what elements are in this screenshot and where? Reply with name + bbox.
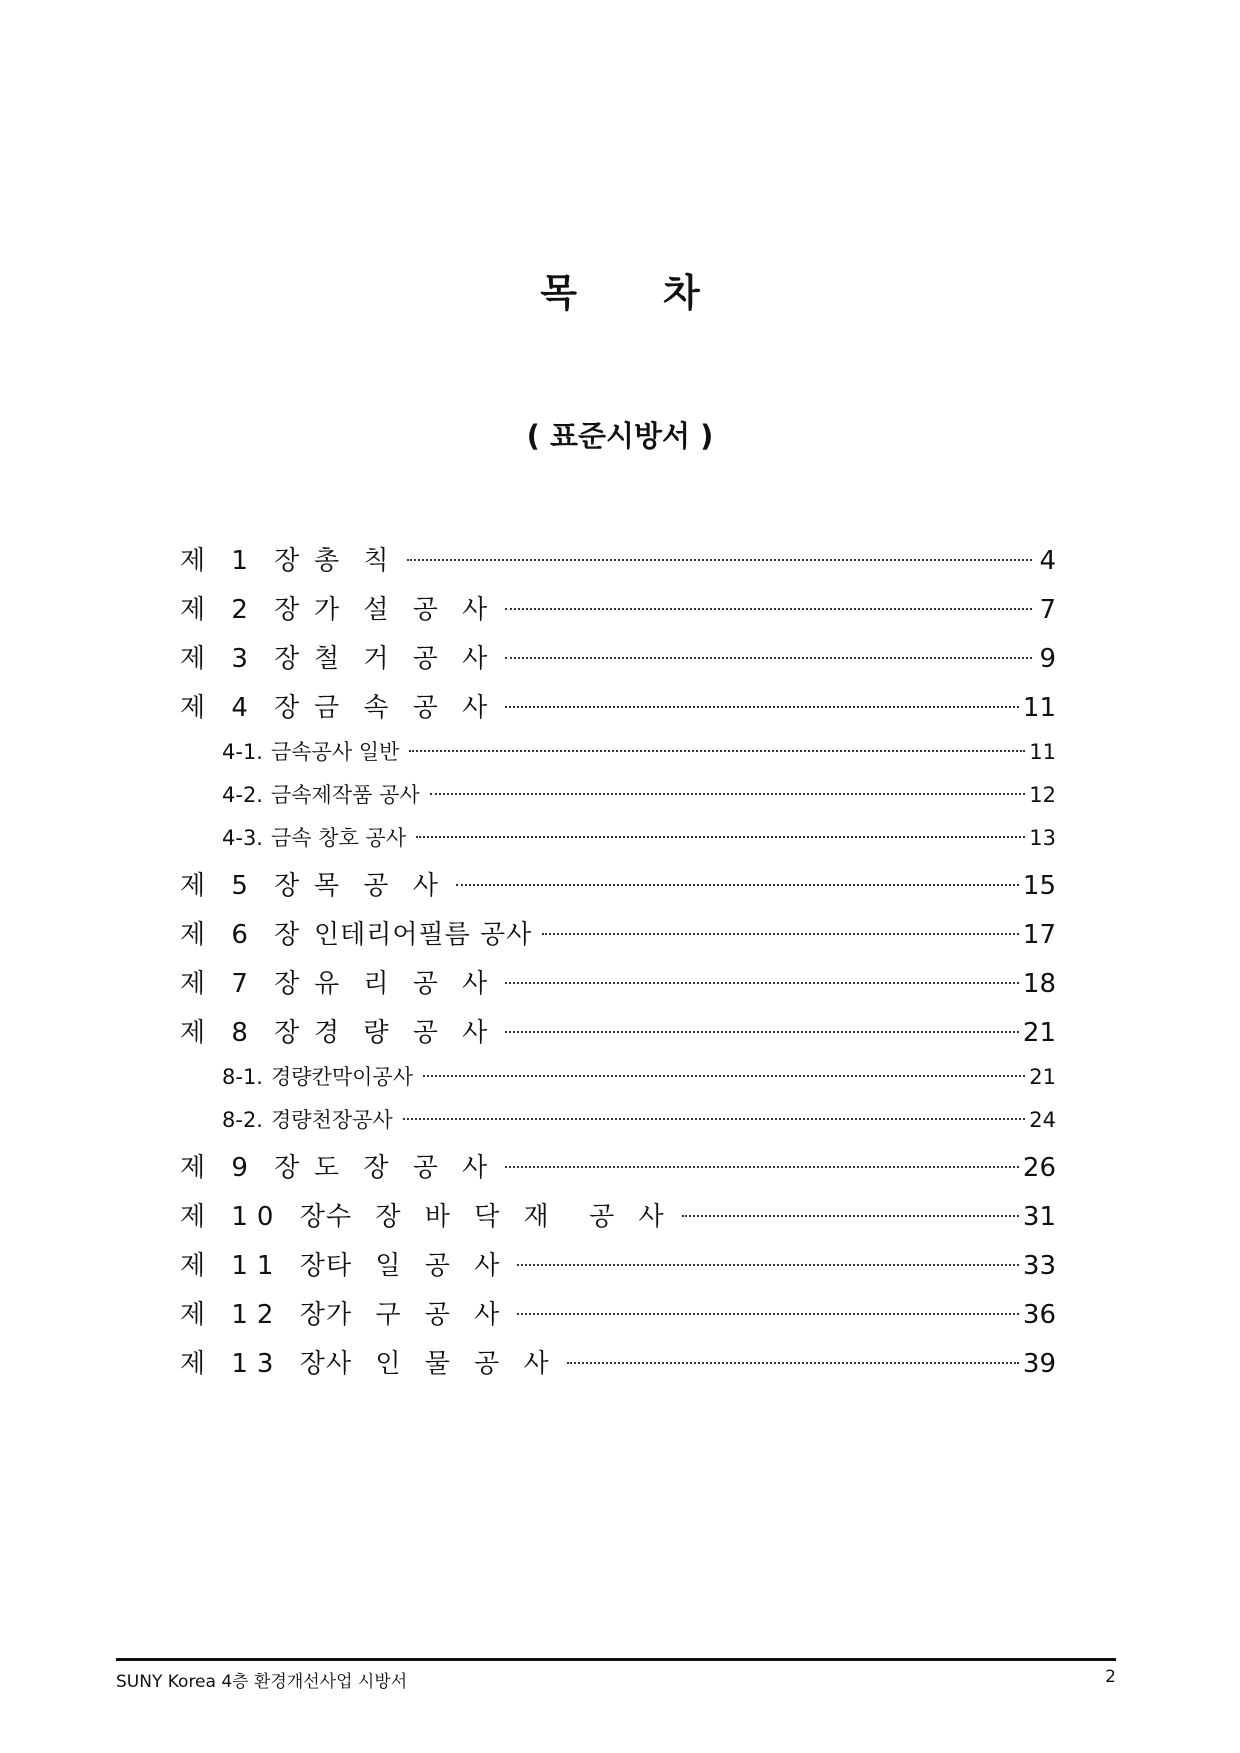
toc-entry-chapter-6[interactable] bbox=[180, 914, 1056, 963]
toc-entry-chapter-2[interactable] bbox=[180, 589, 1056, 638]
toc-entry-page: 24 bbox=[1029, 1108, 1056, 1132]
toc-entry-number: 제 3 장 bbox=[180, 644, 309, 674]
toc-entry-number: 제 1 장 bbox=[180, 546, 309, 576]
toc-entry-number: 4-2. bbox=[222, 783, 263, 807]
toc-entry-number: 4-1. bbox=[222, 740, 263, 764]
toc-entry-number: 제 10 장 bbox=[180, 1202, 334, 1232]
toc-entry-chapter-3[interactable] bbox=[180, 638, 1056, 687]
toc-entry-chapter-13[interactable] bbox=[180, 1343, 1056, 1392]
toc-entry-page: 33 bbox=[1022, 1251, 1056, 1281]
toc-entry-number: 제 13 장 bbox=[180, 1349, 334, 1379]
toc-entry-page: 13 bbox=[1029, 826, 1056, 850]
dot-leader bbox=[430, 781, 1026, 802]
page-title-part2: 차 bbox=[663, 271, 700, 315]
toc-entry-title: 유 리 공 사 bbox=[314, 969, 496, 999]
toc-entry-page: 11 bbox=[1022, 693, 1056, 723]
toc-entry-number: 제 7 장 bbox=[180, 969, 309, 999]
page-subtitle: ( 표준시방서 ) bbox=[526, 419, 714, 453]
toc-entry-title: 금속제작품 공사 bbox=[270, 783, 420, 807]
toc-entry-page: 26 bbox=[1022, 1153, 1056, 1183]
toc-entry-chapter-1[interactable] bbox=[180, 540, 1056, 589]
toc-entry-number: 제 2 장 bbox=[180, 595, 309, 625]
dot-leader bbox=[505, 592, 1032, 618]
dot-leader bbox=[505, 690, 1019, 716]
toc-entry-number: 제 8 장 bbox=[180, 1018, 309, 1048]
toc-entry-title: 철 거 공 사 bbox=[314, 644, 496, 674]
dot-leader bbox=[409, 738, 1025, 759]
toc-entry-title: 인테리어필름 공사 bbox=[314, 920, 533, 950]
toc-entry-number: 8-1. bbox=[222, 1065, 263, 1089]
toc-entry-chapter-11[interactable] bbox=[180, 1245, 1056, 1294]
toc-entry-chapter-9[interactable] bbox=[180, 1147, 1056, 1196]
dot-leader bbox=[517, 1297, 1019, 1323]
dot-leader bbox=[416, 824, 1025, 845]
dot-leader bbox=[542, 917, 1019, 943]
toc-entry-number: 제 4 장 bbox=[180, 693, 309, 723]
toc-entry-page: 17 bbox=[1022, 920, 1056, 950]
toc-entry-chapter-10[interactable] bbox=[180, 1196, 1056, 1245]
toc-entry-title: 가 구 공 사 bbox=[326, 1300, 508, 1330]
toc-entry-page: 21 bbox=[1022, 1018, 1056, 1048]
toc-entry-title: 타 일 공 사 bbox=[326, 1251, 508, 1281]
toc-entry-page: 12 bbox=[1029, 783, 1056, 807]
dot-leader bbox=[505, 641, 1032, 667]
dot-leader bbox=[505, 1015, 1019, 1041]
toc-entry-page: 36 bbox=[1022, 1300, 1056, 1330]
toc-entry-title: 금속공사 일반 bbox=[270, 740, 400, 764]
toc-entry-page: 11 bbox=[1029, 740, 1056, 764]
dot-leader bbox=[423, 1063, 1025, 1084]
toc-entry-page: 15 bbox=[1022, 871, 1056, 901]
dot-leader bbox=[403, 1106, 1026, 1127]
toc-entry-chapter-5[interactable] bbox=[180, 865, 1056, 914]
toc-entry-page: 21 bbox=[1029, 1065, 1056, 1089]
footer-divider bbox=[116, 1658, 1116, 1661]
dot-leader bbox=[505, 966, 1019, 992]
toc-entry-title: 총 칙 bbox=[314, 546, 397, 576]
table-of-contents bbox=[180, 540, 1056, 1392]
toc-entry-title: 도 장 공 사 bbox=[314, 1153, 496, 1183]
toc-entry-page: 39 bbox=[1022, 1349, 1056, 1379]
dot-leader bbox=[456, 868, 1019, 894]
toc-entry-number: 제 9 장 bbox=[180, 1153, 309, 1183]
dot-leader bbox=[682, 1199, 1019, 1225]
toc-entry-title: 경 량 공 사 bbox=[314, 1018, 496, 1048]
toc-entry-section-4-2[interactable] bbox=[180, 779, 1056, 822]
toc-entry-chapter-7[interactable] bbox=[180, 963, 1056, 1012]
toc-entry-page: 18 bbox=[1022, 969, 1056, 999]
dot-leader bbox=[407, 543, 1033, 569]
toc-entry-page: 4 bbox=[1039, 546, 1056, 576]
toc-entry-number: 8-2. bbox=[222, 1108, 263, 1132]
toc-entry-number: 제 12 장 bbox=[180, 1300, 334, 1330]
page-title-part1: 목 bbox=[540, 271, 577, 315]
dot-leader bbox=[517, 1248, 1019, 1274]
toc-entry-section-4-3[interactable] bbox=[180, 822, 1056, 865]
toc-entry-chapter-4[interactable] bbox=[180, 687, 1056, 736]
toc-entry-title: 금 속 공 사 bbox=[314, 693, 496, 723]
toc-entry-page: 9 bbox=[1039, 644, 1056, 674]
toc-entry-number: 제 5 장 bbox=[180, 871, 309, 901]
dot-leader bbox=[505, 1150, 1019, 1176]
toc-entry-chapter-12[interactable] bbox=[180, 1294, 1056, 1343]
toc-entry-section-8-2[interactable] bbox=[180, 1104, 1056, 1147]
toc-entry-page: 7 bbox=[1039, 595, 1056, 625]
toc-entry-title: 사 인 물 공 사 bbox=[326, 1349, 557, 1379]
page-title bbox=[0, 262, 1240, 317]
toc-entry-title: 목 공 사 bbox=[314, 871, 446, 901]
toc-entry-title: 수 장 바 닥 재 공 사 bbox=[326, 1202, 672, 1232]
toc-entry-section-4-1[interactable] bbox=[180, 736, 1056, 779]
toc-entry-number: 제 6 장 bbox=[180, 920, 309, 950]
footer-page-number: 2 bbox=[1105, 1667, 1116, 1687]
toc-entry-number: 제 11 장 bbox=[180, 1251, 334, 1281]
toc-entry-chapter-8[interactable] bbox=[180, 1012, 1056, 1061]
toc-entry-title: 금속 창호 공사 bbox=[270, 826, 407, 850]
footer-document-title: SUNY Korea 4층 환경개선사업 시방서 bbox=[116, 1672, 408, 1692]
toc-entry-title: 경량칸막이공사 bbox=[270, 1065, 413, 1089]
toc-entry-section-8-1[interactable] bbox=[180, 1061, 1056, 1104]
toc-entry-title: 경량천장공사 bbox=[270, 1108, 393, 1132]
toc-entry-page: 31 bbox=[1022, 1202, 1056, 1232]
dot-leader bbox=[567, 1346, 1019, 1372]
toc-entry-title: 가 설 공 사 bbox=[314, 595, 496, 625]
toc-entry-number: 4-3. bbox=[222, 826, 263, 850]
